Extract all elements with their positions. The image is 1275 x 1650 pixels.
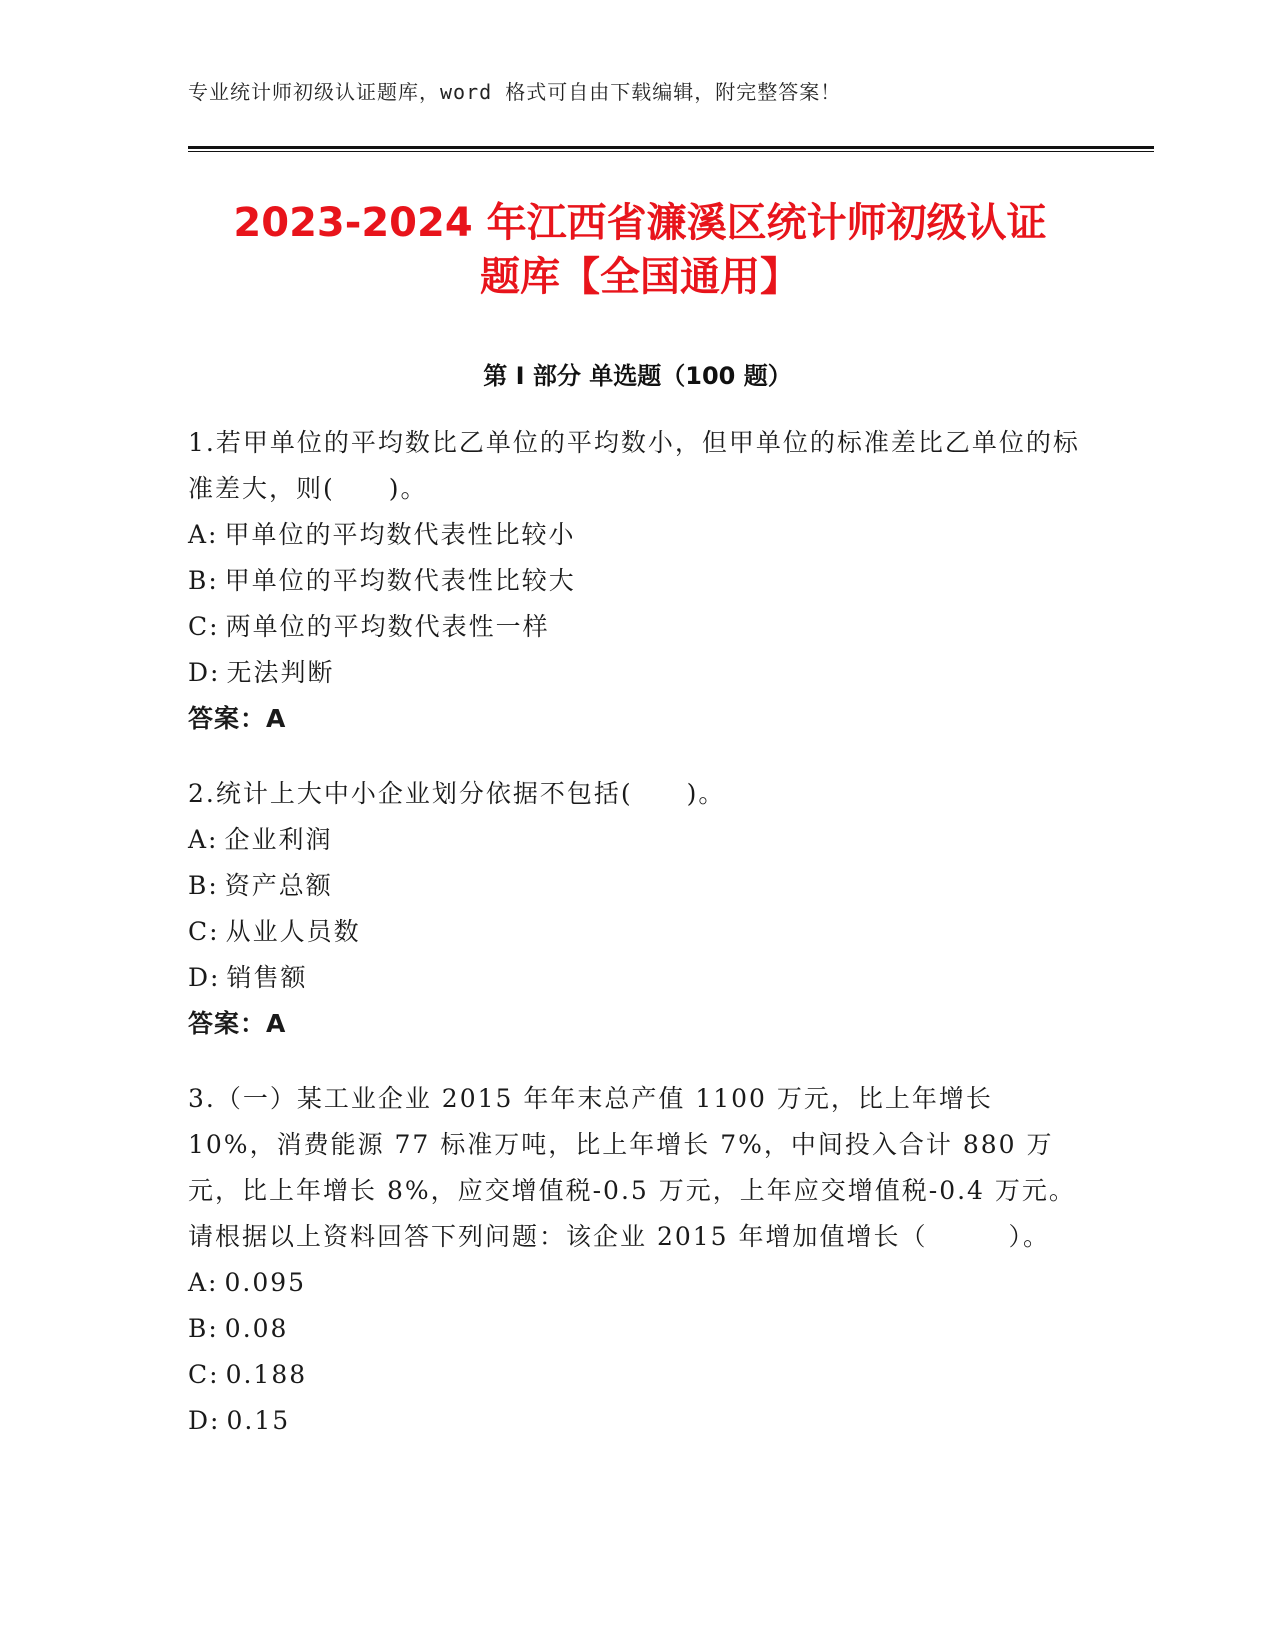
question-stem: 2.统计上大中小企业划分依据不包括( )。	[188, 779, 726, 808]
option-letter: C:	[188, 1360, 220, 1389]
document-title	[140, 196, 1140, 304]
option-d	[188, 955, 1088, 1001]
question-2	[188, 771, 1088, 1047]
question-stem: 3.（一）某工业企业 2015 年年末总产值 1100 万元，比上年增长 10%，消费能源 77 标准万吨，比上年增长 7%，中间投入合计 880 万元，比上年增长 8%，应交增值税-0.5 万元，上年应交增值税-0.4 万元。请根据以上资料回答下列问题：该企业 2015 年增加值增长（ ）。	[188, 1084, 1076, 1251]
option-text: 资产总额	[224, 871, 333, 900]
answer: 答案：A	[188, 1009, 287, 1038]
option-letter: C:	[188, 917, 220, 946]
option-letter: C:	[188, 612, 220, 641]
option-text: 销售额	[226, 963, 308, 992]
option-a	[188, 1260, 1088, 1306]
option-a	[188, 817, 1088, 863]
option-text: 企业利润	[224, 825, 333, 854]
option-text: 无法判断	[226, 658, 335, 687]
option-letter: B:	[188, 566, 219, 595]
option-letter: B:	[188, 871, 219, 900]
option-letter: A:	[188, 1268, 219, 1297]
question-1	[188, 420, 1088, 742]
header-note: 专业统计师初级认证题库，word 格式可自由下载编辑，附完整答案！	[188, 80, 842, 104]
answer: 答案：A	[188, 704, 287, 733]
option-c	[188, 604, 1088, 650]
question-3	[188, 1076, 1088, 1444]
option-letter: D:	[188, 658, 221, 687]
option-letter: B:	[188, 1314, 219, 1343]
option-d	[188, 1398, 1088, 1444]
question-stem: 1.若甲单位的平均数比乙单位的平均数小，但甲单位的标准差比乙单位的标准差大，则( )。	[188, 428, 1080, 503]
option-c	[188, 1352, 1088, 1398]
option-text: 0.095	[224, 1268, 307, 1297]
option-text: 0.188	[225, 1360, 308, 1389]
option-letter: D:	[188, 963, 221, 992]
option-text: 甲单位的平均数代表性比较小	[224, 520, 576, 549]
option-c	[188, 909, 1088, 955]
option-b	[188, 1306, 1088, 1352]
header-divider	[188, 146, 1154, 152]
option-b	[188, 558, 1088, 604]
option-d	[188, 650, 1088, 696]
option-letter: D:	[188, 1406, 221, 1435]
option-letter: A:	[188, 825, 219, 854]
option-text: 0.15	[226, 1406, 291, 1435]
title-line-1: 2023-2024 年江西省濂溪区统计师初级认证	[233, 200, 1047, 246]
option-a	[188, 512, 1088, 558]
option-text: 0.08	[224, 1314, 289, 1343]
option-text: 两单位的平均数代表性一样	[225, 612, 550, 641]
option-letter: A:	[188, 520, 219, 549]
section-heading: 第 I 部分 单选题（100 题）	[483, 362, 792, 390]
option-text: 甲单位的平均数代表性比较大	[224, 566, 576, 595]
title-line-2: 题库【全国通用】	[480, 254, 800, 300]
option-text: 从业人员数	[225, 917, 361, 946]
option-b	[188, 863, 1088, 909]
